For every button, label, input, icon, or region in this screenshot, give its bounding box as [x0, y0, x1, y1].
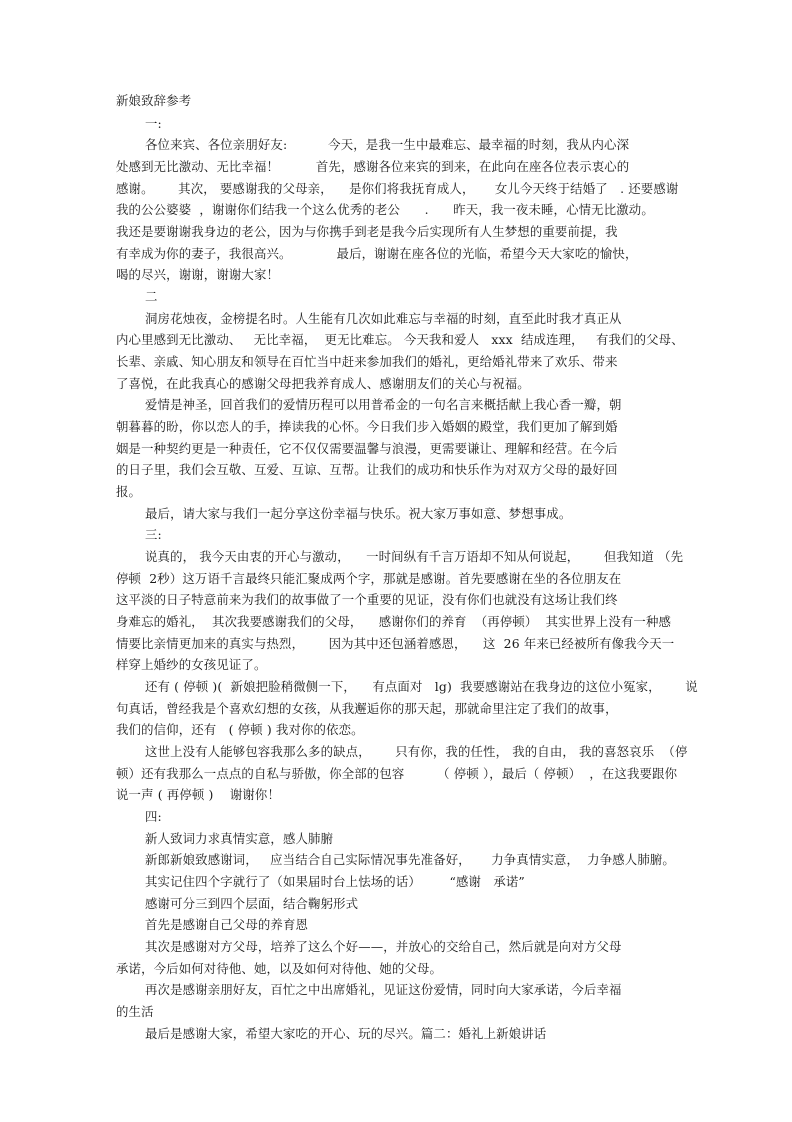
text-line: 内心里感到无比激动、 无比幸福， 更无比难忘。 今天我和爱人 xxx 结成连理， 有我们的父母、	[116, 332, 684, 347]
text-line: 说一声 ( 再停顿 ) 谢谢你！	[116, 787, 280, 802]
document-title: 新娘致辞参考	[116, 93, 192, 108]
text-line: 感谢可分三到四个层面，结合鞠躬形式	[145, 896, 359, 911]
text-line: 四:	[145, 809, 162, 824]
text-line: 身难忘的婚礼， 其次我要感谢我们的父母， 感谢你们的养育 （再停顿） 其实世界上没有一种感	[116, 614, 672, 629]
text-line: 其实记住四个字就行了（如果届时台上怯场的话） “感谢 承诺”	[145, 874, 525, 889]
text-line: 的生活	[116, 1004, 154, 1019]
text-line: 最后，请大家与我们一起分享这份幸福与快乐。祝大家万事如意、梦想事成。	[145, 506, 572, 521]
text-line: 二	[145, 289, 158, 304]
text-line: 这世上没有人能够包容我那么多的缺点， 只有你，我的任性， 我的自由， 我的喜怒哀乐 （停	[145, 744, 688, 759]
text-line: 一:	[145, 116, 162, 131]
text-line: 喝的尽兴，谢谢，谢谢大家！	[116, 267, 280, 282]
text-line: 样穿上婚纱的女孩见证了。	[116, 657, 267, 672]
text-line: 了喜悦，在此我真心的感谢父母把我养育成人、感谢朋友们的关心与祝福。	[116, 376, 530, 391]
text-line: 承诺，今后如何对待他、她，以及如何对待他、她的父母。	[116, 961, 443, 976]
text-line: 报。	[116, 484, 142, 499]
text-line: 这平淡的日子特意前来为我们的故事做了一个重要的见证，没有你们也就没有这场让我们终	[116, 592, 618, 607]
text-line: 其次是感谢对方父母，培养了这么个好——，并放心的交给自己，然后就是向对方父母	[145, 939, 622, 954]
text-line: 句真话，曾经我是个喜欢幻想的女孩，从我邂逅你的那天起，那就命里注定了我们的故事，	[116, 701, 618, 716]
text-line: 的日子里，我们会互敬、互爱、互谅、互帮。让我们的成功和快乐作为对双方父母的最好回	[116, 462, 618, 477]
text-line: 顿）还有我那么一点点的自私与骄傲，你全部的包容 （ 停顿 ），最后（ 停顿） ，在这我要跟你	[116, 766, 678, 781]
text-line: 感谢。 其次， 要感谢我的父母亲， 是你们将我抚育成人， 女儿今天终于结婚了 . 还要感谢	[116, 181, 679, 196]
text-line: 朝暮暮的盼，你以恋人的手，捧读我的心怀。今日我们步入婚姻的殿堂，我们更加了解到婚	[116, 419, 618, 434]
text-line: 三:	[145, 527, 162, 542]
text-line: 我的公公婆婆 ，谢谢你们结我一个这么优秀的老公 . 昨天，我一夜未睡，心情无比激动。	[116, 202, 654, 217]
text-line: 还有 ( 停顿 )( 新娘把脸稍微侧一下， 有点面对 lg) 我要感谢站在我身边的这位小冤家， 说	[145, 679, 698, 694]
text-line: 有幸成为你的妻子，我很高兴。 最后，谢谢在座各位的光临，希望今天大家吃的愉快，	[116, 246, 638, 261]
text-line: 我还是要谢谢我身边的老公，因为与你携手到老是我今后实现所有人生梦想的重要前提，我	[116, 224, 618, 239]
text-line: 各位来宾、各位亲朋好友: 今天，是我一生中最难忘、最幸福的时刻，我从内心深	[145, 137, 630, 152]
text-line: 最后是感谢大家，希望大家吃的开心、玩的尽兴。篇二：婚礼上新娘讲话	[145, 1026, 547, 1041]
text-line: 新郎新娘致感谢词， 应当结合自己实际情况事先准备好， 力争真情实意， 力争感人肺腑。	[145, 852, 675, 867]
text-line: 停顿 2秒）这万语千言最终只能汇聚成两个字，那就是感谢。首先要感谢在坐的各位朋友在	[116, 571, 622, 586]
text-line: 处感到无比激动、无比幸福！ 首先，感谢各位来宾的到来，在此向在座各位表示衷心的	[116, 159, 630, 174]
text-line: 姻是一种契约更是一种责任，它不仅仅需要温馨与浪漫，更需要谦让、理解和经营。在今后	[116, 441, 618, 456]
text-line: 爱情是神圣，回首我们的爱情历程可以用普希金的一句名言来概括献上我心香一瓣，朝	[145, 397, 622, 412]
text-line: 再次是感谢亲朋好友，百忙之中出席婚礼，见证这份爱情，同时向大家承诺，今后幸福	[145, 982, 622, 997]
text-line: 首先是感谢自己父母的养育恩	[145, 917, 309, 932]
text-line: 情要比亲情更加来的真实与热烈， 因为其中还包涵着感恩， 这 26 年来已经被所有像我今天一	[116, 636, 675, 651]
text-line: 新人致词力求真情实意，感人肺腑	[145, 831, 334, 846]
text-line: 说真的， 我今天由衷的开心与激动， 一时间纵有千言万语却不知从何说起， 但我知道 （先	[145, 549, 684, 564]
text-line: 洞房花烛夜，金榜提名时。人生能有几次如此难忘与幸福的时刻，直至此时我才真正从	[145, 311, 622, 326]
text-line: 我们的信仰，还有 ( 停顿 ) 我对你的依恋。	[116, 722, 364, 737]
text-line: 长辈、亲戚、知心朋友和领导在百忙当中赶来参加我们的婚礼，更给婚礼带来了欢乐、带来	[116, 354, 618, 369]
